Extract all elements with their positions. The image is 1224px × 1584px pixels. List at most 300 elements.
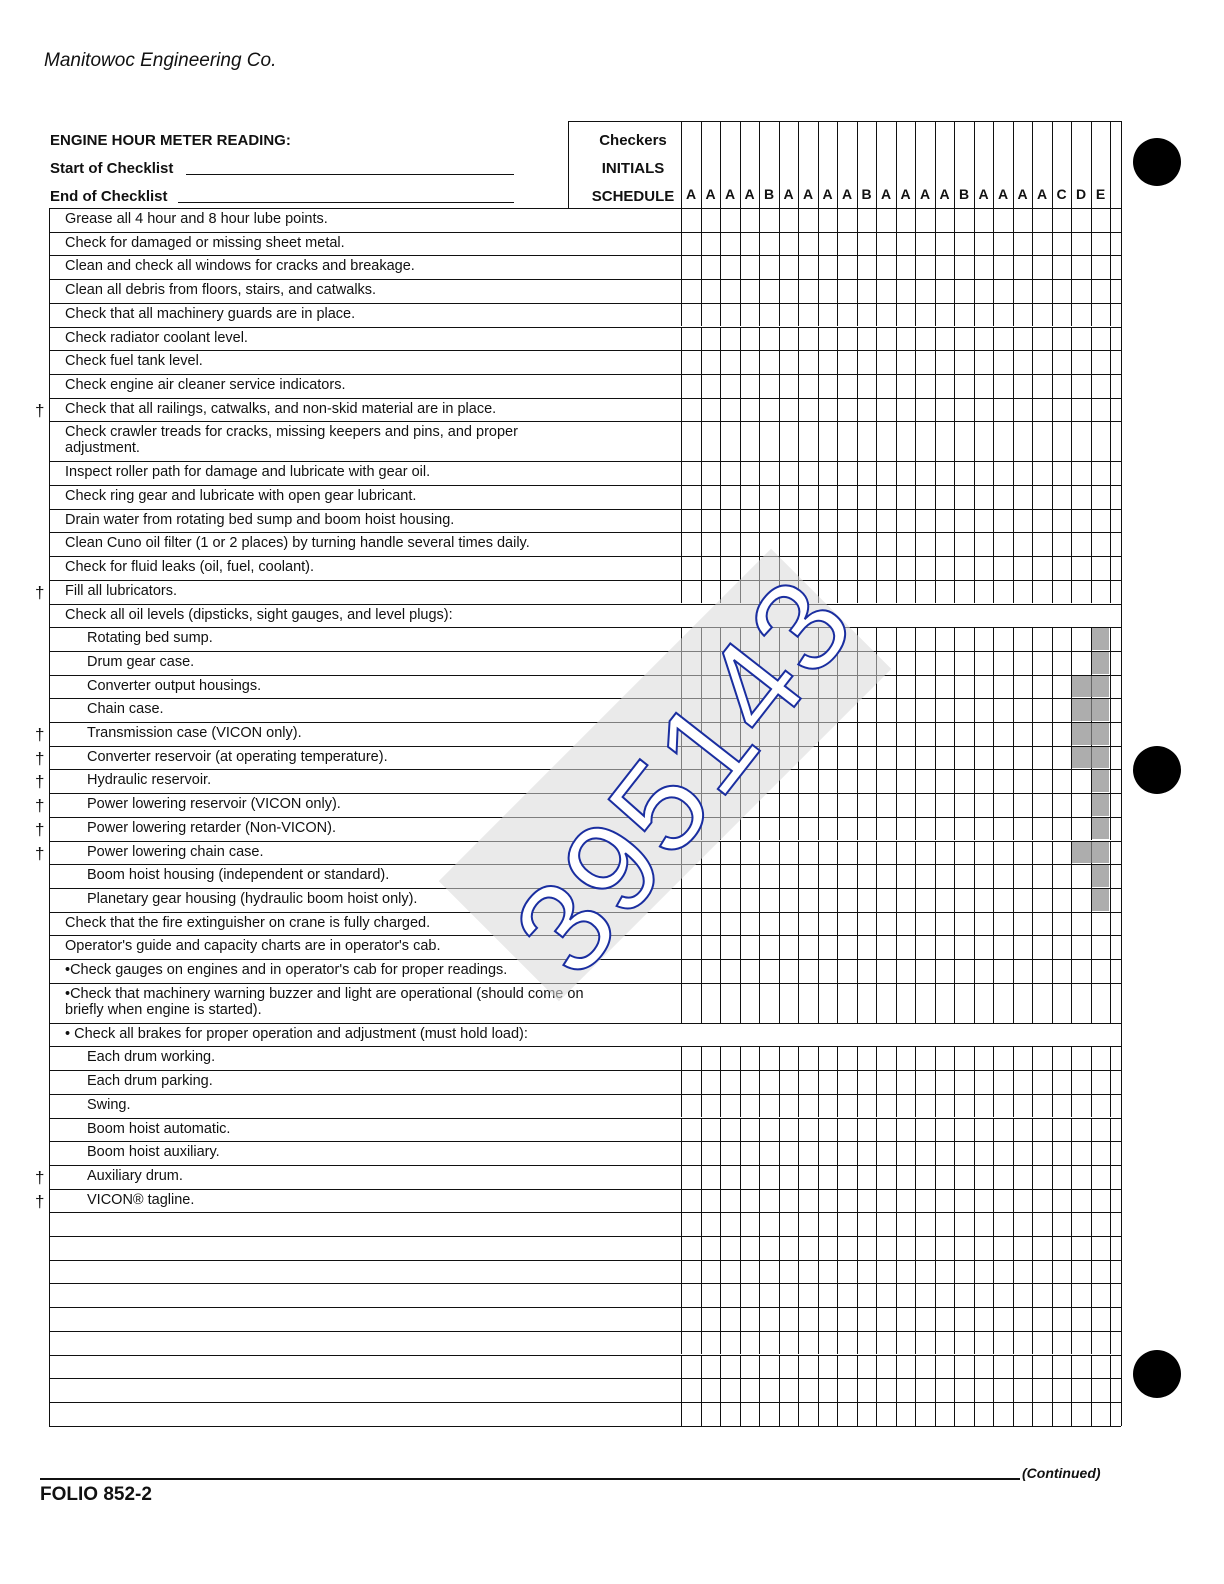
column-line (681, 1355, 682, 1379)
schedule-code: B (763, 186, 775, 202)
column-line (720, 983, 721, 1023)
checklist-item-label: Boom hoist automatic. (87, 1120, 231, 1137)
column-line (1091, 485, 1092, 509)
column-line (1091, 959, 1092, 983)
column-line (779, 1046, 780, 1070)
column-line (759, 374, 760, 398)
column-line (1091, 327, 1092, 351)
column-line (876, 1260, 877, 1284)
column-line (1110, 556, 1111, 580)
column-line (954, 1189, 955, 1213)
column-line (915, 864, 916, 888)
column-line (837, 1260, 838, 1284)
column-line (896, 580, 897, 604)
column-line (818, 1355, 819, 1379)
column-line (1052, 864, 1053, 888)
column-line (1052, 769, 1053, 793)
column-line (759, 1236, 760, 1260)
column-line (681, 935, 682, 959)
column-line (720, 1070, 721, 1094)
row-line (49, 1070, 1121, 1071)
column-line (915, 398, 916, 422)
binder-hole-middle (1133, 746, 1181, 794)
column-line (876, 959, 877, 983)
column-line (740, 532, 741, 556)
column-line (935, 935, 936, 959)
column-line (1110, 651, 1111, 675)
column-line (1091, 1046, 1092, 1070)
checkers-label: Checkers (599, 132, 667, 149)
column-line (1110, 1070, 1111, 1094)
row-line (49, 1165, 1121, 1166)
column-line (935, 303, 936, 327)
column-line (974, 208, 975, 232)
column-line (837, 327, 838, 351)
schedule-code: A (685, 186, 697, 202)
column-line (876, 421, 877, 461)
column-line (974, 935, 975, 959)
column-line (954, 627, 955, 651)
column-line (818, 1236, 819, 1260)
column-line (740, 255, 741, 279)
column-line (1013, 1236, 1014, 1260)
column-line (954, 1331, 955, 1355)
column-line (681, 461, 682, 485)
column-line (876, 374, 877, 398)
column-line (798, 1236, 799, 1260)
column-line (954, 1046, 955, 1070)
column-line (1032, 888, 1033, 912)
column-line (759, 1355, 760, 1379)
column-line (740, 1283, 741, 1307)
column-line (798, 1378, 799, 1402)
column-line (974, 232, 975, 256)
column-line (1071, 374, 1072, 398)
column-line (1052, 374, 1053, 398)
column-line (837, 1307, 838, 1331)
column-line (993, 698, 994, 722)
column-line (896, 556, 897, 580)
column-line (1110, 864, 1111, 888)
column-line (1071, 1378, 1072, 1402)
schedule-code: A (900, 186, 911, 202)
column-line (954, 675, 955, 699)
column-line (681, 983, 682, 1023)
column-line (1071, 532, 1072, 556)
column-line (915, 651, 916, 675)
column-line (876, 1307, 877, 1331)
column-line (1091, 580, 1092, 604)
column-line (1071, 935, 1072, 959)
column-line (818, 912, 819, 936)
checklist-item-label: • Check all brakes for proper operation and adjustment (must hold load): (65, 1025, 528, 1042)
column-line (915, 935, 916, 959)
column-line (1110, 627, 1111, 651)
column-line (681, 1402, 682, 1426)
column-line (935, 350, 936, 374)
column-line (915, 1118, 916, 1142)
column-line (1071, 651, 1072, 675)
column-line (779, 1260, 780, 1284)
column-line (837, 935, 838, 959)
column-line (701, 935, 702, 959)
column-line (954, 255, 955, 279)
column-line (798, 1094, 799, 1118)
column-line (1110, 698, 1111, 722)
row-line (49, 1378, 1121, 1379)
column-line (759, 303, 760, 327)
row-line (49, 1023, 1121, 1024)
column-line (974, 421, 975, 461)
column-line (1071, 398, 1072, 422)
column-line (993, 1236, 994, 1260)
column-line (1091, 1331, 1092, 1355)
column-line (935, 746, 936, 770)
column-line (759, 485, 760, 509)
column-line (1091, 532, 1092, 556)
column-line (935, 817, 936, 841)
checklist-item-label: Grease all 4 hour and 8 hour lube points. (65, 211, 328, 227)
column-line (779, 912, 780, 936)
column-line (974, 1094, 975, 1118)
column-line (935, 698, 936, 722)
column-line (974, 1402, 975, 1426)
column-line (935, 1378, 936, 1402)
column-line (818, 374, 819, 398)
column-line (915, 374, 916, 398)
column-line (1071, 959, 1072, 983)
column-line (740, 1070, 741, 1094)
schedule-code: A (978, 186, 989, 202)
checklist-item-label: Converter reservoir (at operating temperature). (87, 748, 388, 765)
column-line (876, 485, 877, 509)
column-line (993, 959, 994, 983)
column-line (681, 1070, 682, 1094)
schedule-code: A (939, 186, 950, 202)
column-line (993, 651, 994, 675)
column-line (857, 1378, 858, 1402)
column-line (954, 1260, 955, 1284)
column-line (974, 580, 975, 604)
column-line (1110, 1307, 1111, 1331)
column-line (1110, 841, 1111, 865)
column-line (779, 1402, 780, 1426)
column-line (1110, 208, 1111, 232)
column-line (915, 627, 916, 651)
column-line (1091, 1378, 1092, 1402)
column-line (1052, 1212, 1053, 1236)
schedule-code: B (958, 186, 970, 202)
column-line (740, 1094, 741, 1118)
checklist-item-label: Boom hoist auxiliary. (87, 1144, 220, 1161)
column-line (837, 1094, 838, 1118)
initials-label: INITIALS (601, 160, 665, 177)
column-line (857, 817, 858, 841)
column-line (1032, 580, 1033, 604)
column-line (798, 485, 799, 509)
column-line (857, 959, 858, 983)
column-line (993, 509, 994, 533)
column-line (818, 1378, 819, 1402)
column-line (1091, 1094, 1092, 1118)
column-line (993, 1283, 994, 1307)
column-line (993, 303, 994, 327)
column-line (1032, 374, 1033, 398)
column-line (837, 580, 838, 604)
column-line (896, 1212, 897, 1236)
column-line (701, 1355, 702, 1379)
column-line (954, 1378, 955, 1402)
checklist-item-label: Each drum working. (87, 1049, 216, 1066)
column-line (993, 121, 994, 208)
column-line (818, 485, 819, 509)
column-line (681, 255, 682, 279)
row-line (49, 722, 1121, 723)
schedule-code: C (1056, 186, 1067, 202)
column-line (974, 327, 975, 351)
column-line (720, 461, 721, 485)
column-line (1110, 1046, 1111, 1070)
column-line (1052, 912, 1053, 936)
column-line (974, 1378, 975, 1402)
header-divider (49, 208, 1121, 209)
column-line (720, 1331, 721, 1355)
end-field[interactable] (178, 202, 514, 203)
column-line (837, 841, 838, 865)
column-line (1052, 1355, 1053, 1379)
checklist-item-label: Hydraulic reservoir. (87, 772, 212, 789)
column-line (1091, 1070, 1092, 1094)
column-line (681, 1165, 682, 1189)
column-line (1032, 1283, 1033, 1307)
column-line (1091, 935, 1092, 959)
row-line (49, 580, 1121, 581)
column-line (1110, 722, 1111, 746)
column-line (720, 1307, 721, 1331)
column-line (1071, 983, 1072, 1023)
column-line (876, 698, 877, 722)
column-line (915, 350, 916, 374)
column-line (1110, 1402, 1111, 1426)
column-line (1013, 841, 1014, 865)
column-line (974, 255, 975, 279)
column-line (974, 1118, 975, 1142)
column-line (1013, 888, 1014, 912)
column-line (857, 1094, 858, 1118)
column-line (993, 1141, 994, 1165)
shaded-cell (1092, 865, 1110, 887)
column-line (740, 864, 741, 888)
column-line (954, 1070, 955, 1094)
column-line (837, 722, 838, 746)
column-line (954, 509, 955, 533)
column-line (1052, 841, 1053, 865)
column-line (876, 1046, 877, 1070)
column-line (837, 208, 838, 232)
column-line (837, 1165, 838, 1189)
column-line (779, 1212, 780, 1236)
column-line (701, 1189, 702, 1213)
column-line (915, 746, 916, 770)
column-line (915, 121, 916, 208)
column-line (798, 509, 799, 533)
column-line (1071, 1141, 1072, 1165)
column-line (740, 303, 741, 327)
checklist-item-label: Check engine air cleaner service indicators. (65, 376, 346, 393)
column-line (798, 1307, 799, 1331)
column-line (798, 959, 799, 983)
row-line (49, 1094, 1121, 1095)
schedule-label: SCHEDULE (591, 188, 675, 205)
column-line (876, 1236, 877, 1260)
column-line (818, 1283, 819, 1307)
checklist-item-label: Power lowering reservoir (VICON only). (87, 796, 341, 813)
column-line (720, 1378, 721, 1402)
column-line (1013, 983, 1014, 1023)
column-line (798, 303, 799, 327)
column-line (1013, 1307, 1014, 1331)
column-line (818, 1118, 819, 1142)
column-line (857, 1355, 858, 1379)
column-line (720, 1141, 721, 1165)
column-line (779, 374, 780, 398)
column-line (701, 232, 702, 256)
column-line (1052, 722, 1053, 746)
shaded-cell (1072, 699, 1109, 721)
column-line (974, 1165, 975, 1189)
column-line (915, 793, 916, 817)
column-line (876, 769, 877, 793)
column-line (1071, 421, 1072, 461)
column-line (1071, 1331, 1072, 1355)
column-line (915, 556, 916, 580)
column-line (1052, 817, 1053, 841)
column-line (837, 1118, 838, 1142)
column-line (759, 1046, 760, 1070)
column-line (935, 121, 936, 208)
column-line (1110, 912, 1111, 936)
checklist-item-label: Check fuel tank level. (65, 353, 203, 370)
column-line (720, 1402, 721, 1426)
column-line (681, 421, 682, 461)
column-line (1071, 556, 1072, 580)
column-line (974, 627, 975, 651)
column-line (876, 1094, 877, 1118)
column-line (1052, 1094, 1053, 1118)
column-line (701, 303, 702, 327)
column-line (779, 1283, 780, 1307)
column-line (915, 1094, 916, 1118)
column-line (701, 350, 702, 374)
column-line (954, 1236, 955, 1260)
column-line (993, 1402, 994, 1426)
column-line (974, 1046, 975, 1070)
column-line (974, 912, 975, 936)
column-line (1013, 556, 1014, 580)
column-line (759, 1283, 760, 1307)
column-line (857, 888, 858, 912)
column-line (1032, 303, 1033, 327)
column-line (701, 255, 702, 279)
column-line (818, 1307, 819, 1331)
column-line (954, 793, 955, 817)
column-line (1032, 912, 1033, 936)
column-line (1013, 769, 1014, 793)
column-line (720, 1212, 721, 1236)
column-line (720, 374, 721, 398)
column-line (701, 485, 702, 509)
start-field[interactable] (186, 174, 514, 175)
column-line (896, 232, 897, 256)
schedule-code: A (705, 186, 716, 202)
column-line (857, 374, 858, 398)
column-line (857, 509, 858, 533)
column-line (1052, 485, 1053, 509)
row-line (49, 1046, 1121, 1047)
column-line (954, 888, 955, 912)
column-line (1032, 1189, 1033, 1213)
column-line (759, 1378, 760, 1402)
column-line (896, 817, 897, 841)
column-line (681, 580, 682, 604)
column-line (740, 1331, 741, 1355)
column-line (740, 1189, 741, 1213)
column-line (974, 1307, 975, 1331)
column-line (681, 485, 682, 509)
column-line (974, 651, 975, 675)
column-line (798, 1212, 799, 1236)
column-line (857, 580, 858, 604)
column-line (857, 1141, 858, 1165)
column-line (759, 1070, 760, 1094)
column-line (1013, 1260, 1014, 1284)
column-line (701, 1165, 702, 1189)
row-line (49, 556, 1121, 557)
column-line (1110, 793, 1111, 817)
column-line (896, 651, 897, 675)
column-line (681, 350, 682, 374)
column-line (993, 1331, 994, 1355)
column-line (1071, 1189, 1072, 1213)
column-line (1013, 1402, 1014, 1426)
shaded-cell (1092, 889, 1110, 911)
row-line (49, 1141, 1121, 1142)
column-line (759, 1094, 760, 1118)
checklist-item-label: Inspect roller path for damage and lubricate with gear oil. (65, 464, 431, 481)
column-line (837, 864, 838, 888)
column-line (1013, 864, 1014, 888)
column-line (896, 121, 897, 208)
column-line (681, 232, 682, 256)
column-line (915, 1141, 916, 1165)
start-label: Start of Checklist (50, 160, 174, 177)
column-line (1091, 398, 1092, 422)
column-line (993, 580, 994, 604)
column-line (1052, 532, 1053, 556)
column-line (1091, 1402, 1092, 1426)
column-line (837, 461, 838, 485)
column-line (837, 255, 838, 279)
column-line (837, 983, 838, 1023)
column-line (954, 1355, 955, 1379)
column-line (740, 1355, 741, 1379)
column-line (740, 1236, 741, 1260)
column-line (915, 580, 916, 604)
column-line (1091, 983, 1092, 1023)
column-line (1013, 421, 1014, 461)
column-line (993, 1378, 994, 1402)
column-line (1032, 675, 1033, 699)
